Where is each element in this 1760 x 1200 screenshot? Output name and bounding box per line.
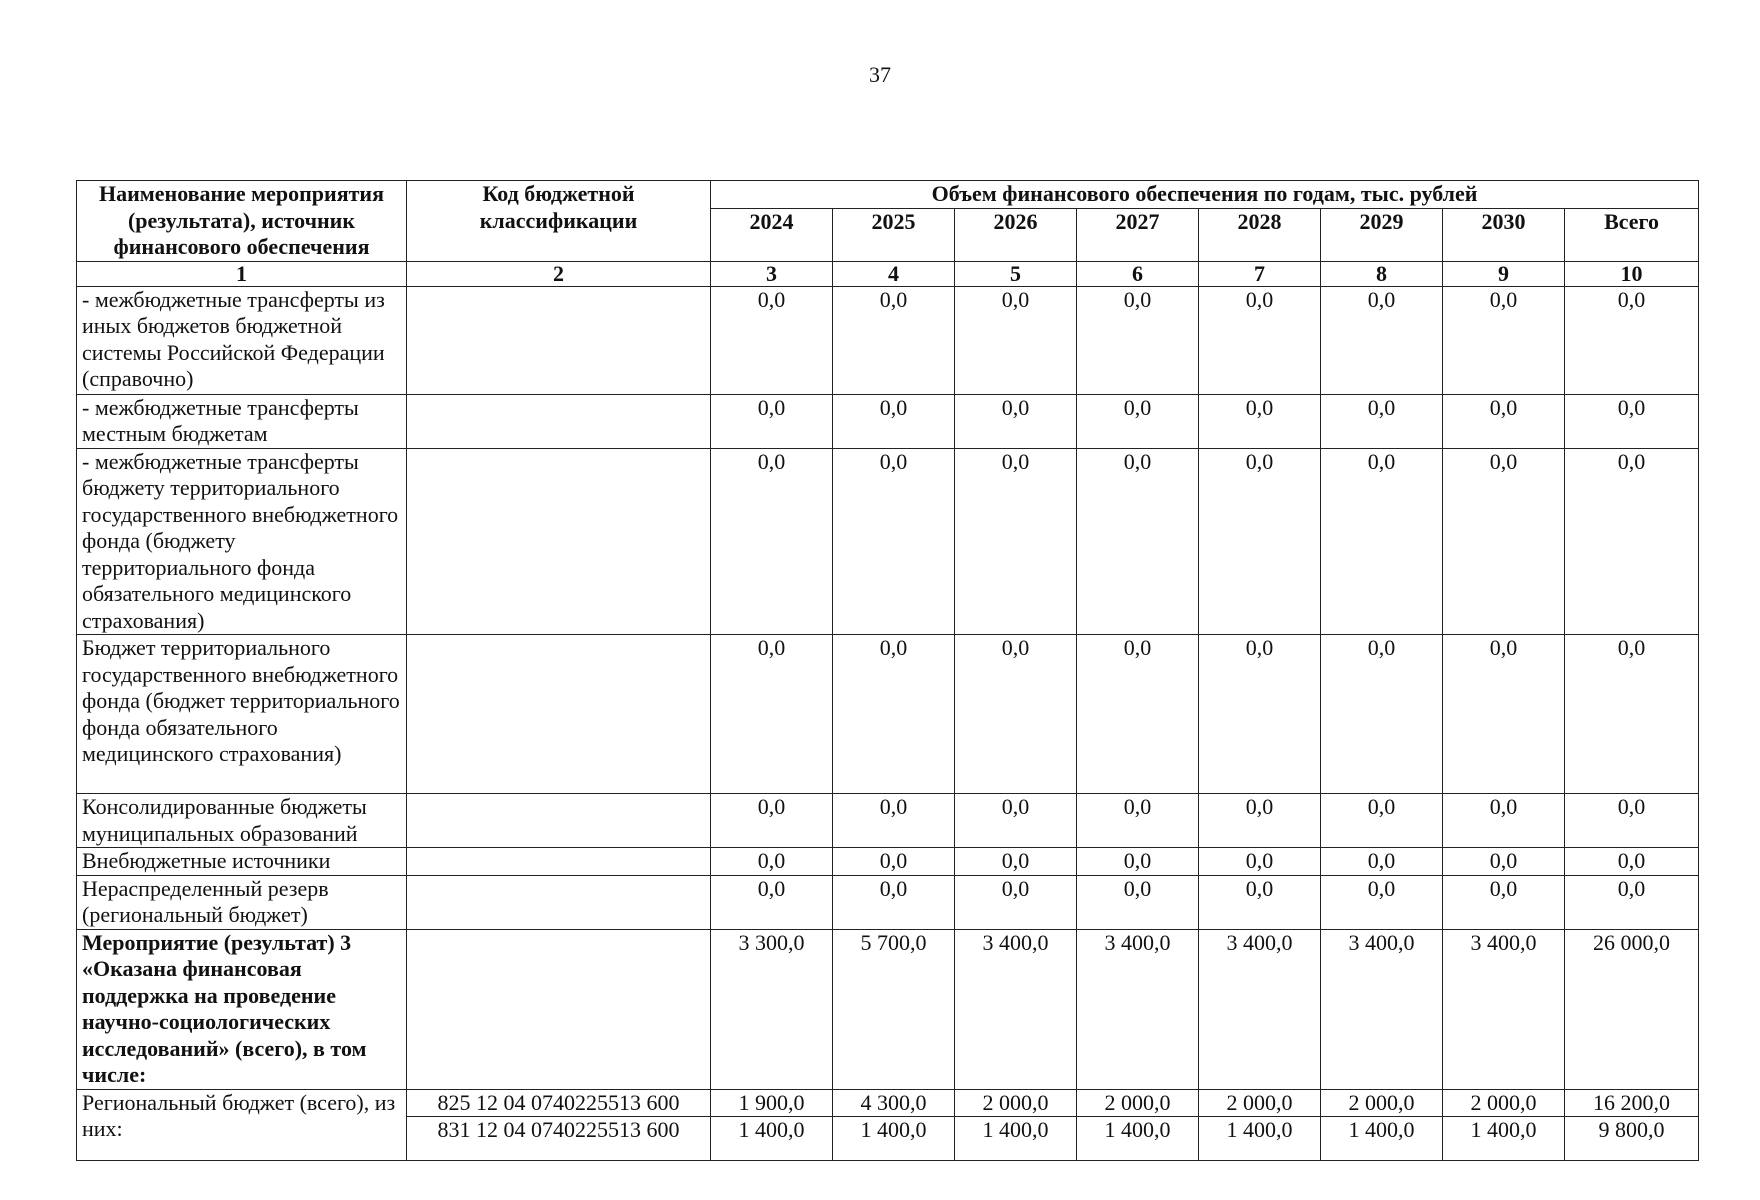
financing-table [76,180,1699,1161]
header-year: 2030 [1443,208,1565,261]
header-year: 2027 [1077,208,1199,261]
row-value: 0,0 [1077,286,1199,394]
row-name: Мероприятие (результат) 3 «Оказана финансовая поддержка на проведение научно-социологических исследований» (всего), в том числе: [77,929,407,1089]
header-year: 2024 [711,208,833,261]
row-value: 0,0 [1077,794,1199,848]
row-value: 0,0 [1321,448,1443,635]
row-value: 3 400,0 [955,929,1077,1089]
row-value: 0,0 [711,875,833,929]
page-number: 37 [869,62,891,87]
row-name: Нераспределенный резерв (региональный бюджет) [77,875,407,929]
row-value: 1 400,0 [711,1117,833,1161]
row-value: 0,0 [1199,635,1321,794]
row-value: 0,0 [1199,875,1321,929]
header-code-column: Код бюджетной классификации [407,181,711,262]
header-year: 2025 [833,208,955,261]
row-name: - межбюджетные трансферты из иных бюджетов бюджетной системы Российской Федерации (справочно) [77,286,407,394]
row-value: 0,0 [833,286,955,394]
column-number: 4 [833,261,955,286]
row-value: 0,0 [833,635,955,794]
row-value: 3 400,0 [1077,929,1199,1089]
table-row [77,448,1699,635]
row-value: 0,0 [1443,394,1565,448]
row-value: 0,0 [955,635,1077,794]
row-total: 0,0 [1565,794,1699,848]
row-value: 2 000,0 [1321,1089,1443,1117]
row-value: 0,0 [833,875,955,929]
row-code [407,448,711,635]
row-value: 4 300,0 [833,1089,955,1117]
row-value: 0,0 [1321,794,1443,848]
row-value: 0,0 [1199,448,1321,635]
row-code [407,286,711,394]
row-value: 0,0 [1321,875,1443,929]
row-total: 16 200,0 [1565,1089,1699,1117]
table-row [77,875,1699,929]
row-value: 0,0 [833,848,955,876]
row-name: - межбюджетные трансферты бюджету территориального государственного внебюджетного фонда (бюджету территориального фонда обязательного медицинского страхования) [77,448,407,635]
row-value: 0,0 [1321,848,1443,876]
row-value: 0,0 [955,286,1077,394]
row-value: 0,0 [1199,394,1321,448]
row-name: Региональный бюджет (всего), из них: [77,1089,407,1161]
row-value: 0,0 [1199,848,1321,876]
row-value: 3 400,0 [1321,929,1443,1089]
row-value: 3 300,0 [711,929,833,1089]
row-value: 0,0 [711,635,833,794]
row-value: 0,0 [833,794,955,848]
row-code [407,394,711,448]
row-value: 0,0 [1199,286,1321,394]
row-value: 0,0 [955,848,1077,876]
row-value: 1 400,0 [1321,1117,1443,1161]
column-number: 3 [711,261,833,286]
row-value: 0,0 [833,394,955,448]
header-year: 2028 [1199,208,1321,261]
table-row [77,794,1699,848]
row-value: 0,0 [1321,635,1443,794]
row-name: Бюджет территориального государственного внебюджетного фонда (бюджет территориального фонда обязательного медицинского страхования) [77,635,407,794]
header-volume-column: Объем финансового обеспечения по годам, тыс. рублей [711,181,1699,209]
column-number: 6 [1077,261,1199,286]
row-value: 0,0 [1077,448,1199,635]
row-value: 2 000,0 [955,1089,1077,1117]
row-value: 1 400,0 [955,1117,1077,1161]
row-value: 0,0 [955,394,1077,448]
row-value: 1 900,0 [711,1089,833,1117]
row-value: 0,0 [1077,875,1199,929]
table-row [77,848,1699,876]
header-total: Всего [1565,208,1699,261]
table-row [77,394,1699,448]
column-number: 1 [77,261,407,286]
row-value: 0,0 [1077,635,1199,794]
row-value: 0,0 [1443,635,1565,794]
row-code [407,875,711,929]
row-code: 831 12 04 0740225513 600 [407,1117,711,1161]
column-number: 9 [1443,261,1565,286]
row-value: 1 400,0 [1443,1117,1565,1161]
table-row [77,286,1699,394]
column-number: 7 [1199,261,1321,286]
row-total: 26 000,0 [1565,929,1699,1089]
row-name: Консолидированные бюджеты муниципальных образований [77,794,407,848]
row-value: 0,0 [1321,394,1443,448]
row-value: 0,0 [1443,286,1565,394]
row-value: 0,0 [1321,286,1443,394]
row-code [407,848,711,876]
column-number: 8 [1321,261,1443,286]
row-total: 0,0 [1565,286,1699,394]
row-value: 0,0 [955,875,1077,929]
table-row [77,635,1699,794]
row-total: 0,0 [1565,875,1699,929]
row-value: 5 700,0 [833,929,955,1089]
row-value: 0,0 [711,286,833,394]
row-value: 1 400,0 [833,1117,955,1161]
row-value: 2 000,0 [1077,1089,1199,1117]
row-value: 0,0 [711,794,833,848]
row-value: 1 400,0 [1199,1117,1321,1161]
column-number: 2 [407,261,711,286]
row-value: 0,0 [1443,794,1565,848]
row-name: Внебюджетные источники [77,848,407,876]
row-value: 0,0 [1443,875,1565,929]
row-total: 0,0 [1565,448,1699,635]
row-value: 0,0 [1199,794,1321,848]
row-value: 0,0 [955,448,1077,635]
table-row [77,1089,1699,1117]
row-value: 2 000,0 [1199,1089,1321,1117]
row-value: 1 400,0 [1077,1117,1199,1161]
row-total: 0,0 [1565,848,1699,876]
row-total: 0,0 [1565,394,1699,448]
row-value: 2 000,0 [1443,1089,1565,1117]
row-value: 0,0 [833,448,955,635]
row-code [407,794,711,848]
row-name: - межбюджетные трансферты местным бюджетам [77,394,407,448]
column-number: 10 [1565,261,1699,286]
row-value: 0,0 [955,794,1077,848]
row-code: 825 12 04 0740225513 600 [407,1089,711,1117]
row-value: 0,0 [711,448,833,635]
row-value: 3 400,0 [1199,929,1321,1089]
row-total: 0,0 [1565,635,1699,794]
row-value: 0,0 [1443,448,1565,635]
row-value: 0,0 [711,848,833,876]
column-number: 5 [955,261,1077,286]
row-value: 0,0 [711,394,833,448]
row-value: 3 400,0 [1443,929,1565,1089]
header-year: 2026 [955,208,1077,261]
header-year: 2029 [1321,208,1443,261]
header-name-column: Наименование мероприятия (результата), источник финансового обеспечения [77,181,407,262]
row-value: 0,0 [1077,848,1199,876]
row-value: 0,0 [1077,394,1199,448]
row-value: 0,0 [1443,848,1565,876]
row-code [407,929,711,1089]
row-code [407,635,711,794]
row-total: 9 800,0 [1565,1117,1699,1161]
table-row [77,929,1699,1089]
